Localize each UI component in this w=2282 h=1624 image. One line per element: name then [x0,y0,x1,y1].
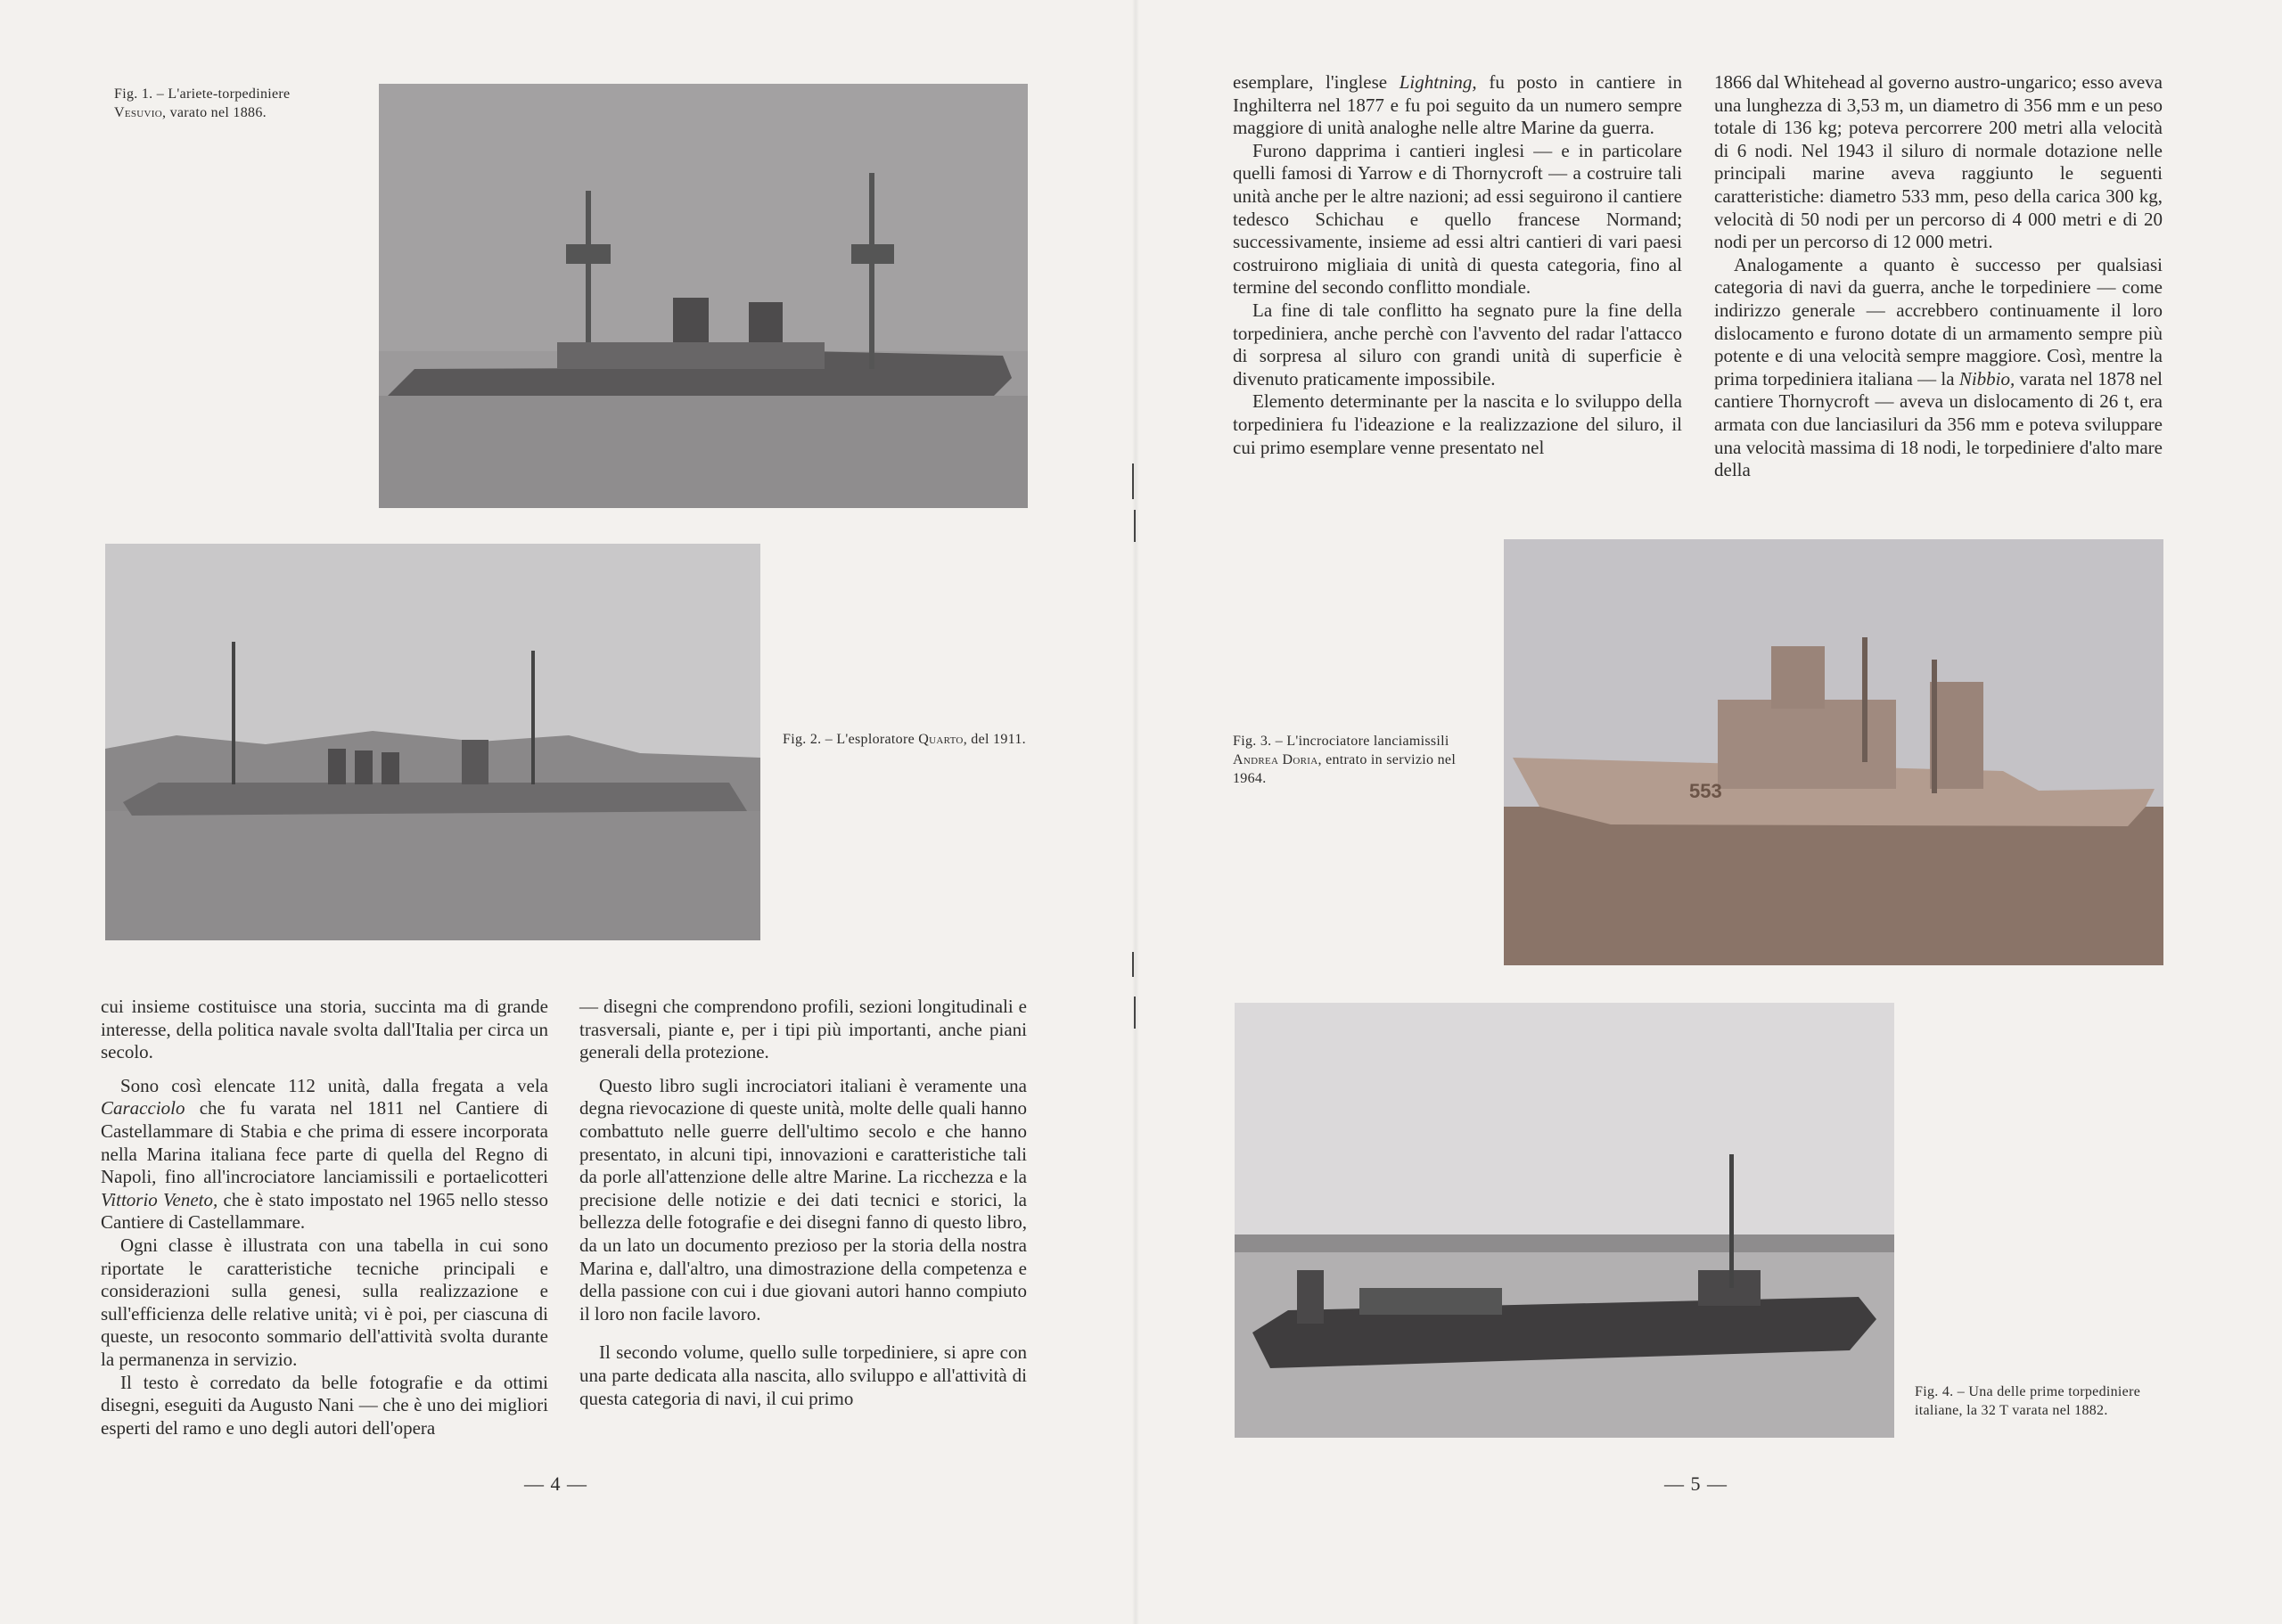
paragraph: 1866 dal Whitehead al governo austro-ungarico; esso aveva una lunghezza di 3,53 m, un diametro di 356 mm e un peso totale di 136 kg; poteva percorrere 200 metri alla velocità di 6 nodi. Nel 1943 il siluro di normale dotazione nelle principali marine aveva raggiunto le seguenti caratteristiche: diametro 533 mm, peso della carica 300 kg, velocità di 50 nodi per un percorso di 4 000 metri e di 20 nodi per un percorso di 12 000 metri. [1714,71,2163,253]
text-run: Analogamente a quanto è successo per qualsiasi categoria di navi da guerra, anche le torpediniere — come indirizzo generale — accrebbero continuamente il loro dislocamento e furono dotate di un armamento sempre più potente e di una velocità sempre maggiore. Così, mentre la prima torpediniera italiana — la [1714,253,2163,390]
scan-mark [1132,463,1134,499]
fig2-caption-date: , del 1911. [963,732,1026,747]
scan-mark [1132,952,1134,977]
fig1-ship-image [379,84,1028,508]
fig2-ship-image [105,544,760,940]
text-run: varata nel 1878 nel cantiere Thornycroft — aveva un dislocamento di 26 t, era armata con due lanciasiluri da 356 mm e poteva sviluppare una velocità massima di 18 nodi, le torpediniere d'alto mare della [1714,367,2163,481]
paragraph [101,1075,548,1234]
fig3-caption-date: , entrato in servizio nel 1964. [1233,751,1457,786]
fig2-caption [783,731,1032,750]
fig2-ship-name: Quarto [918,732,964,747]
right-page-column-1 [1233,71,1682,459]
fig3-hull-number: 553 [1689,780,1722,802]
fig1-caption [114,86,346,123]
text-run: Sono così elencate 112 unità, dalla fregata a vela [120,1074,548,1096]
text-run: esemplare, l'inglese [1233,71,1388,93]
page-number: — 4 — [524,1472,587,1495]
page-number: — 5 — [1664,1472,1728,1495]
paragraph: Questo libro sugli incrociatori italiani è veramente una degna rievocazione di queste unità, molte delle quali hanno combattuto nelle guerre dell'ultimo secolo e che hanno presentato, in alcuni tipi, innovazioni e caratteristiche tali da porle all'attenzione delle altre Marine. La ricchezza e la precisione delle notizie e dei dati tecnici e storici, la bellezza delle fotografie e dei disegni fanno di questo libro, da un lato un documento prezioso per la storia della nostra Marina e, dall'altro, una dimostrazione della competenza e della passione con cui i due giovani autori hanno compiuto il loro non facile lavoro. [579,1074,1027,1325]
right-page-column-2 [1714,71,2163,482]
fig1-ship-name: Vesuvio [114,104,162,120]
paragraph: Ogni classe è illustrata con una tabella in cui sono riportate le caratteristiche tecniche principali e considerazioni sulla genesi, sulla realizzazione e sull'efficienza delle relative unità; vi è poi, per ciascuna di queste, un resoconto sommario dell'attività svolta durante la permanenza in servizio. [101,1234,548,1370]
paragraph: Il testo è corredato da belle fotografie e da ottimi disegni, eseguiti da Augusto Nani — che è uno dei migliori esperti del ramo e uno degli autori dell'opera [101,1371,548,1439]
paragraph: cui insieme costituisce una storia, succinta ma di grande interesse, della politica navale svolta dall'Italia per circa un secolo. [101,996,548,1063]
paragraph: — disegni che comprendono profili, sezioni longitudinali e trasversali, piante e, per i tipi più importanti, anche piani generali della protezione. [579,996,1027,1063]
fig4-photo [1235,1003,1894,1438]
page-fold [1132,0,1139,1624]
paragraph [1233,71,1682,140]
paragraph [1714,254,2163,482]
fig3-photo [1504,539,2163,965]
paragraph: Furono dapprima i cantieri inglesi — e in particolare quelli famosi di Yarrow e di Thornycroft — a costruire tali unità anche per le altre nazioni; ad essi seguirono il cantiere tedesco Schichau e quello francese Normand; successivamente, insieme ad essi altri cantieri di vari paesi costruirono migliaia di unità di questa categoria, fino al termine del secondo conflitto mondiale. [1233,139,1682,299]
ship-name: Caracciolo [101,1097,185,1120]
scan-mark [1134,997,1136,1029]
left-page-column-2 [579,996,1027,1410]
text-run: fu posto in cantiere in Inghilterra nel 1877 e fu poi seguito da un numero sempre maggiore di unità analoghe nelle altre Marine da guerra. [1233,71,1682,139]
fig1-photo [379,84,1028,508]
fig3-ship-name: Andrea Doria [1233,751,1318,767]
ship-name: Vittorio Veneto, [101,1188,218,1210]
text-run: che fu varata nel 1811 nel Cantiere di Castellammare di Stabia e che prima di essere incorporata nella Marina italiana fece parte di quella del Regno di Napoli, fino all'incrociatore lanciamissili e portaelicotteri [101,1097,549,1188]
fig1-caption-date: , varato nel 1886. [162,104,267,120]
scan-mark [1134,510,1136,542]
paragraph: La fine di tale conflitto ha segnato pure la fine della torpediniera, anche perchè con l'avvento del radar l'attacco di sorpresa al siluro con grandi unità di superficie è divenuto praticamente impossibile. [1233,299,1682,390]
fig2-photo [105,544,760,940]
paragraph: Il secondo volume, quello sulle torpediniere, si apre con una parte dedicata alla nascita, allo sviluppo e all'attività di questa categoria di navi, il cui primo [579,1341,1027,1409]
paragraph: Elemento determinante per la nascita e lo sviluppo della torpediniera fu l'ideazione e la realizzazione del siluro, il cui primo esemplare venne presentato nel [1233,390,1682,458]
left-page-column-1 [101,996,548,1439]
ship-name: Lightning, [1399,71,1477,93]
fig4-caption [1915,1383,2169,1421]
ship-name: Nibbio, [1958,367,2015,390]
text-run: che è stato impostato nel 1965 nello stesso Cantiere di Castellammare. [101,1188,549,1234]
fig1-caption-text: Fig. 1. – L'ariete-torpediniere [114,86,291,102]
fig3-ship-image [1504,539,2163,965]
fig4-caption-text: Fig. 4. – Una delle prime torpediniere italiane, la 32 T varata nel 1882. [1915,1384,2141,1418]
fig3-caption [1233,733,1478,788]
fig3-caption-text: Fig. 3. – L'incrociatore lanciamissili [1233,734,1449,749]
fig2-caption-text: Fig. 2. – L'esploratore [783,732,915,747]
fig4-boat-image [1235,1003,1894,1438]
